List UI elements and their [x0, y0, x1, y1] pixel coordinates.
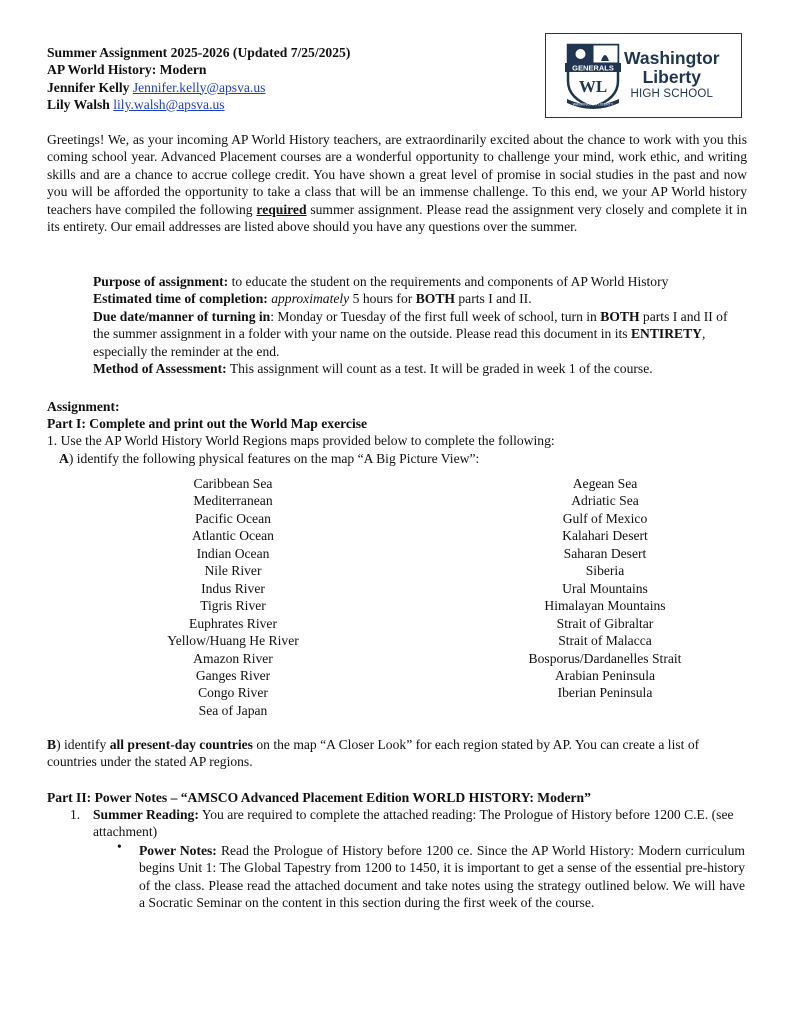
- feature-item: Indus River: [201, 580, 265, 596]
- feature-item: Sea of Japan: [198, 702, 268, 718]
- feature-item: Iberian Peninsula: [557, 685, 653, 701]
- feature-item: Ganges River: [195, 667, 271, 683]
- feature-item: Strait of Gibraltar: [556, 615, 654, 631]
- teacher-2: [47, 96, 350, 113]
- part-1-heading: Part I: Complete and print out the World Map exercise: [47, 416, 368, 431]
- part-1-step-a: A) identify the following physical features on the map “A Big Picture View”:: [59, 451, 480, 466]
- school-logo: [545, 33, 742, 118]
- features-right-column: [505, 475, 705, 702]
- document-header: [47, 44, 350, 113]
- feature-item: Indian Ocean: [196, 545, 270, 561]
- time-line: Estimated time of completion: approximately 5 hours for BOTH parts I and II.: [93, 291, 532, 307]
- teacher-1-email-link[interactable]: Jennifer.kelly@apsva.us: [132, 79, 266, 95]
- part-2-number: 1.: [70, 807, 81, 822]
- feature-item: Adriatic Sea: [571, 493, 639, 509]
- teacher-1: [47, 79, 350, 96]
- feature-item: Gulf of Mexico: [562, 510, 648, 526]
- feature-item: Saharan Desert: [563, 545, 647, 561]
- assessment-line: Method of Assessment: This assignment will count as a test. It will be graded in week 1 of the course.: [93, 361, 653, 377]
- assignment-heading: Assignment:: [47, 399, 120, 414]
- svg-text:WL: WL: [578, 77, 608, 96]
- logo-line-washington: Washingtor: [624, 48, 720, 68]
- feature-item: Euphrates River: [189, 615, 277, 631]
- feature-item: Tigris River: [200, 598, 266, 614]
- purpose-line: Purpose of assignment: to educate the student on the requirements and components of AP World History: [93, 274, 669, 289]
- feature-item: Bosporus/Dardanelles Strait: [528, 650, 682, 666]
- assignment-title: Summer Assignment 2025-2026 (Updated 7/25/2025): [47, 45, 351, 60]
- feature-item: Himalayan Mountains: [544, 598, 666, 614]
- course-name: AP World History: Modern: [47, 62, 207, 78]
- logo-line-liberty: Liberty: [642, 67, 701, 87]
- feature-item: Caribbean Sea: [193, 476, 273, 491]
- feature-item: Atlantic Ocean: [192, 528, 274, 544]
- part-2-heading: Part II: Power Notes – “AMSCO Advanced Placement Edition WORLD HISTORY: Modern”: [47, 790, 591, 805]
- teacher-2-name: Lily Walsh: [47, 96, 110, 112]
- required-emphasis: required: [256, 201, 307, 217]
- teacher-2-email-link[interactable]: lily.walsh@apsva.us: [113, 96, 225, 112]
- svg-text:GENERALS: GENERALS: [572, 63, 614, 73]
- features-left-column: [133, 475, 333, 719]
- intro-paragraph: Greetings! We, as your incoming AP World History teachers, are extraordinarily excited about the chance to work with you this coming school year. Advanced Placement courses are a wonderful opportunity to challenge your mind, work ethic, and writing skills and are a chance to accrue college credit. You have shown a great level of promise in social studies in the past and now you will be afforded the opportunity to take a class that will be an immense challenge. To this end, we your AP World history teachers have compiled the following required summer assignment. Please read the assignment very closely and complete it in its entirety. Our email addresses are listed above should you have any questions over the summer.: [47, 132, 747, 235]
- feature-item: Mediterranean: [193, 493, 273, 509]
- feature-item: Siberia: [585, 563, 625, 579]
- feature-item: Yellow/Huang He River: [167, 633, 299, 649]
- teacher-1-name: Jennifer Kelly: [47, 79, 130, 95]
- feature-item: Aegean Sea: [572, 476, 638, 491]
- part-1-step-1: 1. Use the AP World History World Regions maps provided below to complete the following:: [47, 433, 555, 448]
- feature-item: Kalahari Desert: [562, 528, 648, 544]
- feature-item: Amazon River: [193, 650, 273, 666]
- feature-item: Congo River: [198, 685, 268, 701]
- svg-text:WASHINGTON LIBERTY: WASHINGTON LIBERTY: [572, 102, 614, 107]
- feature-item: Nile River: [204, 563, 262, 579]
- power-notes-item: Power Notes: Read the Prologue of History before 1200 ce. Since the AP World History: Modern curriculum begins Unit 1: The Global Tapestry from 1200 to 1450, it is important to get a sense of the essential pre-history of the class. Please read the attached document and take notes using the strategy outlined below. We will have a Socratic Seminar on the content in this section during the first week of the course.: [139, 843, 745, 911]
- shield-crest-icon: [564, 41, 622, 111]
- summer-reading-item: Summer Reading: You are required to complete the attached reading: The Prologue of History before 1200 C.E. (see attachment): [93, 807, 734, 840]
- logo-line-high-school: HIGH SCHOOL: [630, 88, 714, 100]
- feature-item: Pacific Ocean: [195, 510, 271, 526]
- bullet-icon: •: [117, 839, 122, 854]
- assignment-details: [93, 273, 745, 377]
- logo-wordmark: [624, 49, 720, 100]
- feature-item: Strait of Malacca: [558, 633, 652, 649]
- due-date-line: Due date/manner of turning in: Monday or Tuesday of the first full week of school, turn in BOTH parts I and II of the summer assignment in a folder with your name on the outside. Please read this document in its ENTIRETY, especially the reminder at the end.: [93, 308, 728, 359]
- part-1-step-b: B) identify all present-day countries on the map “A Closer Look” for each region stated by AP. You can create a list of countries under the stated AP regions.: [47, 737, 700, 770]
- feature-item: Arabian Peninsula: [554, 667, 656, 683]
- feature-item: Ural Mountains: [562, 580, 648, 596]
